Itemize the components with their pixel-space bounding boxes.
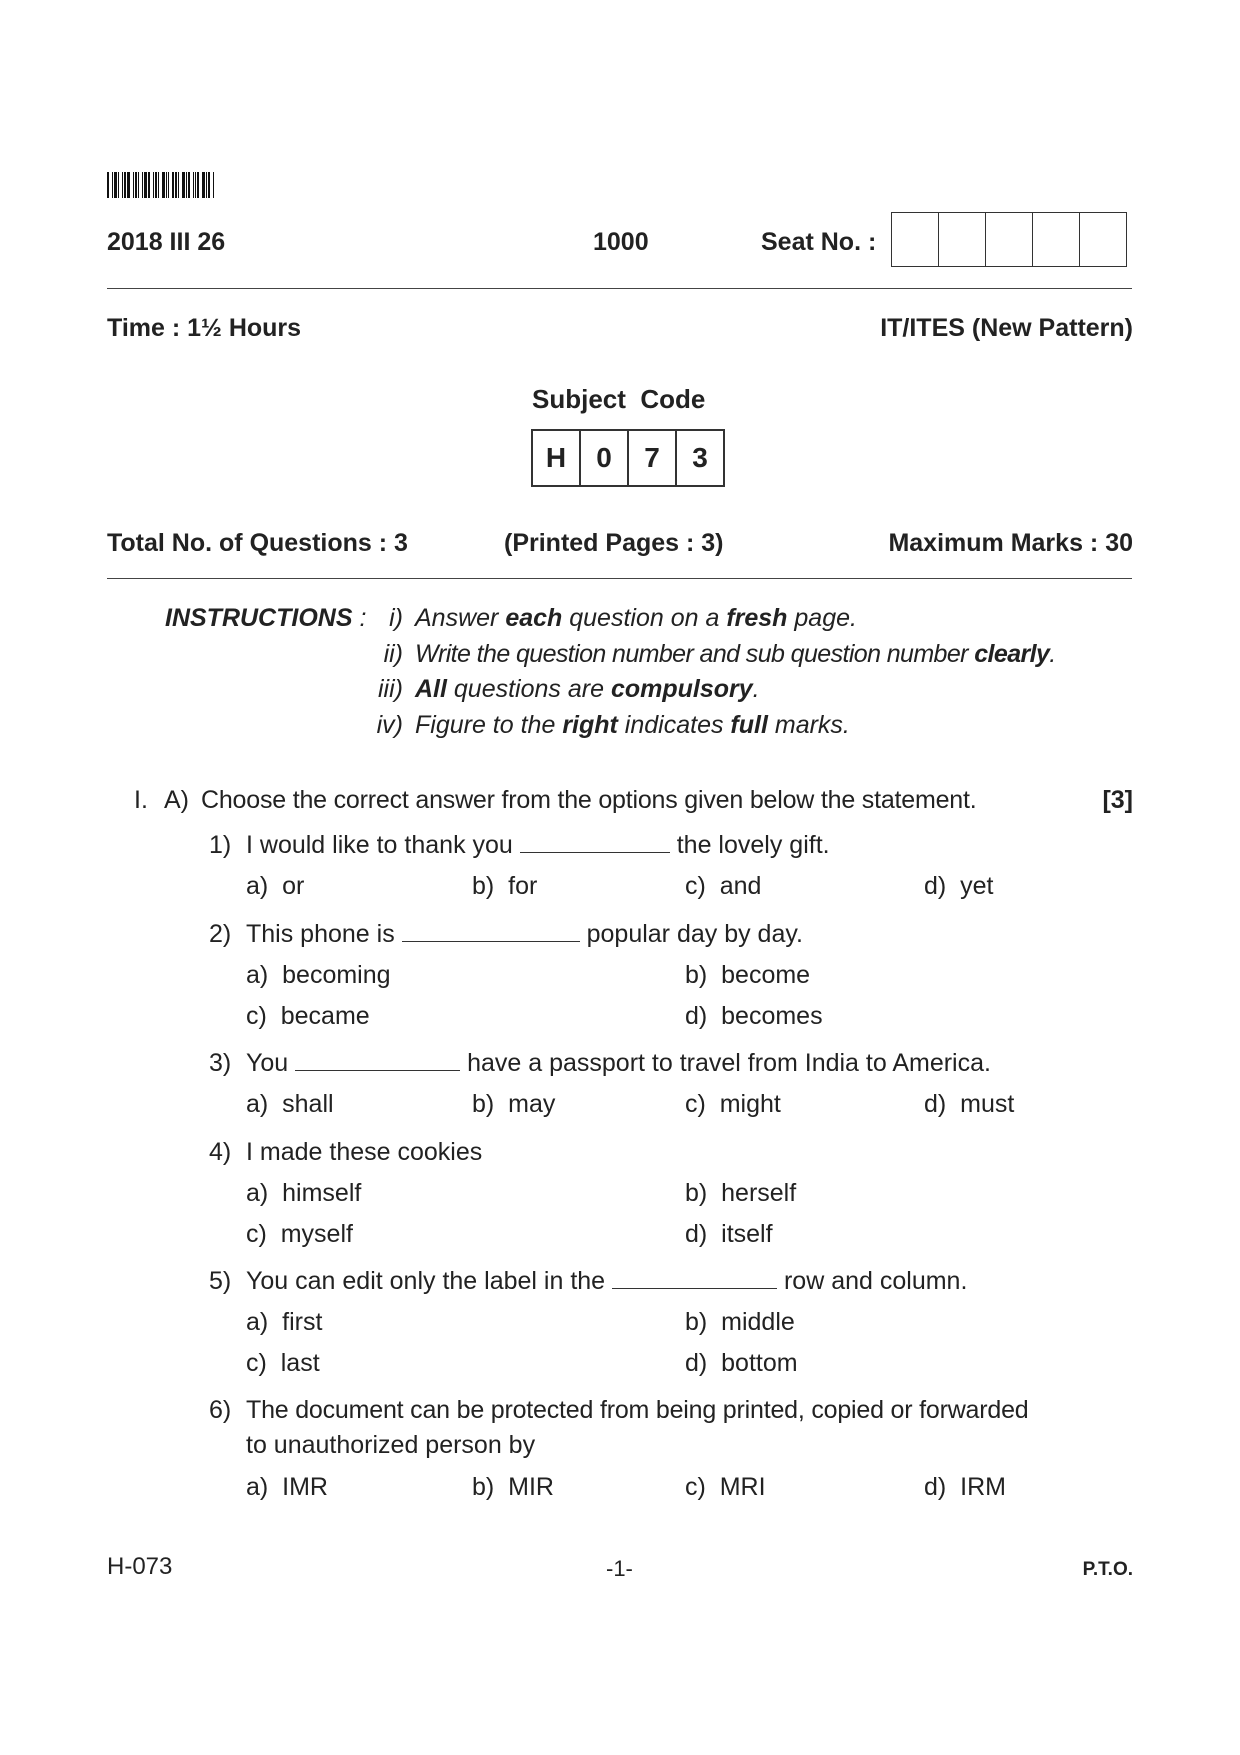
option-b: b) herself — [685, 1179, 797, 1207]
question-number: 6) — [209, 1396, 232, 1424]
answer-blank — [295, 1048, 460, 1071]
paper-code: 2018 III 26 — [107, 228, 226, 256]
question-text: I would like to thank you the lovely gift. — [246, 831, 830, 859]
subject-code-char: 3 — [675, 431, 723, 485]
instructions-heading: INSTRUCTIONS : — [165, 604, 367, 632]
question-number: 3) — [209, 1049, 232, 1077]
question-number: 1) — [209, 831, 232, 859]
footer-paper-code: H-073 — [107, 1553, 173, 1580]
option-d: d) yet — [924, 872, 994, 900]
barcode — [107, 172, 247, 198]
barcode-bar — [138, 172, 139, 198]
barcode-bar — [107, 172, 109, 198]
course-name: IT/ITES (New Pattern) — [880, 314, 1133, 342]
instruction-number: iv) — [376, 711, 403, 739]
subject-code-char: H — [545, 442, 567, 473]
total-questions: Total No. of Questions : 3 — [107, 529, 408, 557]
section-letter: A) — [164, 786, 189, 814]
barcode-bar — [158, 172, 159, 198]
barcode-bar — [206, 172, 207, 198]
divider — [107, 288, 1132, 289]
question-text: You can edit only the label in the row and column. — [246, 1267, 968, 1295]
barcode-bar — [182, 172, 185, 198]
exam-time: Time : 1½ Hours — [107, 314, 302, 342]
seat-no-box[interactable] — [1032, 213, 1079, 266]
divider — [107, 578, 1132, 579]
option-b: b) middle — [685, 1308, 795, 1336]
page-number: -1- — [606, 1556, 633, 1581]
barcode-bar — [153, 172, 154, 198]
barcode-bar — [172, 172, 174, 198]
instruction-item: All questions are compulsory. — [415, 675, 760, 703]
option-a: a) becoming — [246, 961, 391, 989]
barcode-bar — [142, 172, 143, 198]
barcode-bar — [144, 172, 147, 198]
option-b: b) become — [685, 961, 811, 989]
barcode-bar — [193, 172, 194, 198]
barcode-bar — [124, 172, 126, 198]
option-d: d) itself — [685, 1220, 773, 1248]
answer-blank — [612, 1266, 777, 1289]
instruction-number: i) — [389, 604, 403, 632]
question-number: 4) — [209, 1138, 232, 1166]
section-instruction: Choose the correct answer from the options given below the statement. — [201, 786, 977, 814]
seat-no-box[interactable] — [938, 213, 985, 266]
instructions-label: INSTRUCTIONS — [165, 604, 353, 632]
barcode-bar — [213, 172, 214, 198]
seat-no-label: Seat No. : — [761, 228, 877, 256]
barcode-bar — [175, 172, 177, 198]
option-d: d) must — [924, 1090, 1015, 1118]
option-c: c) and — [685, 872, 762, 900]
instruction-item: Answer each question on a fresh page. — [415, 604, 857, 632]
option-b: b) may — [472, 1090, 556, 1118]
barcode-bar — [112, 172, 113, 198]
option-d: d) IRM — [924, 1473, 1006, 1501]
seat-no-box[interactable] — [892, 213, 938, 266]
answer-blank — [520, 830, 670, 853]
question-number: 5) — [209, 1267, 232, 1295]
question-text: You have a passport to travel from India to America. — [246, 1049, 991, 1077]
barcode-bar — [166, 172, 167, 198]
option-c: c) MRI — [685, 1473, 766, 1501]
question-text: I made these cookies — [246, 1138, 483, 1166]
option-d: d) becomes — [685, 1002, 823, 1030]
barcode-bar — [118, 172, 119, 198]
barcode-bar — [178, 172, 179, 198]
subject-code-boxes — [531, 429, 725, 487]
instruction-item: Write the question number and sub question number clearly. — [415, 640, 1056, 668]
option-a: a) first — [246, 1308, 323, 1336]
question-text: The document can be protected from being printed, copied or forwarded — [246, 1396, 1029, 1424]
option-a: a) himself — [246, 1179, 362, 1207]
barcode-bar — [162, 172, 165, 198]
barcode-bar — [197, 172, 199, 198]
subject-code-char: 7 — [627, 431, 675, 485]
option-a: a) IMR — [246, 1473, 328, 1501]
instruction-number: iii) — [378, 675, 403, 703]
barcode-bar — [155, 172, 157, 198]
barcode-bar — [122, 172, 123, 198]
instruction-item: Figure to the right indicates full marks. — [415, 711, 850, 739]
barcode-bar — [186, 172, 187, 198]
barcode-bar — [133, 172, 134, 198]
option-b: b) MIR — [472, 1473, 554, 1501]
option-c: c) last — [246, 1349, 320, 1377]
section-number: I. — [134, 786, 148, 814]
barcode-bar — [148, 172, 150, 198]
barcode-bar — [114, 172, 117, 198]
option-b: b) for — [472, 872, 538, 900]
barcode-bar — [208, 172, 210, 198]
option-c: c) myself — [246, 1220, 353, 1248]
seat-no-boxes[interactable] — [891, 212, 1127, 267]
barcode-bar — [127, 172, 130, 198]
question-number: 2) — [209, 920, 232, 948]
answer-blank — [402, 919, 580, 942]
option-a: a) shall — [246, 1090, 334, 1118]
option-c: c) became — [246, 1002, 370, 1030]
section-marks: [3] — [1102, 786, 1133, 814]
barcode-bar — [195, 172, 196, 198]
seat-no-box[interactable] — [1079, 213, 1126, 266]
question-text: This phone is popular day by day. — [246, 920, 803, 948]
printed-pages: (Printed Pages : 3) — [504, 529, 724, 557]
pto-label: P.T.O. — [1082, 1559, 1133, 1580]
seat-no-box[interactable] — [985, 213, 1032, 266]
subject-code-label: Subject Code — [532, 384, 706, 414]
question-text-continued: to unauthorized person by — [246, 1431, 536, 1459]
barcode-bar — [202, 172, 205, 198]
barcode-bar — [135, 172, 137, 198]
maximum-marks: Maximum Marks : 30 — [888, 529, 1133, 557]
option-a: a) or — [246, 872, 305, 900]
barcode-bar — [188, 172, 190, 198]
option-c: c) might — [685, 1090, 781, 1118]
instruction-number: ii) — [383, 640, 403, 668]
subject-code-char: 0 — [579, 431, 627, 485]
copies-count: 1000 — [593, 228, 649, 256]
option-d: d) bottom — [685, 1349, 798, 1377]
barcode-bar — [168, 172, 169, 198]
